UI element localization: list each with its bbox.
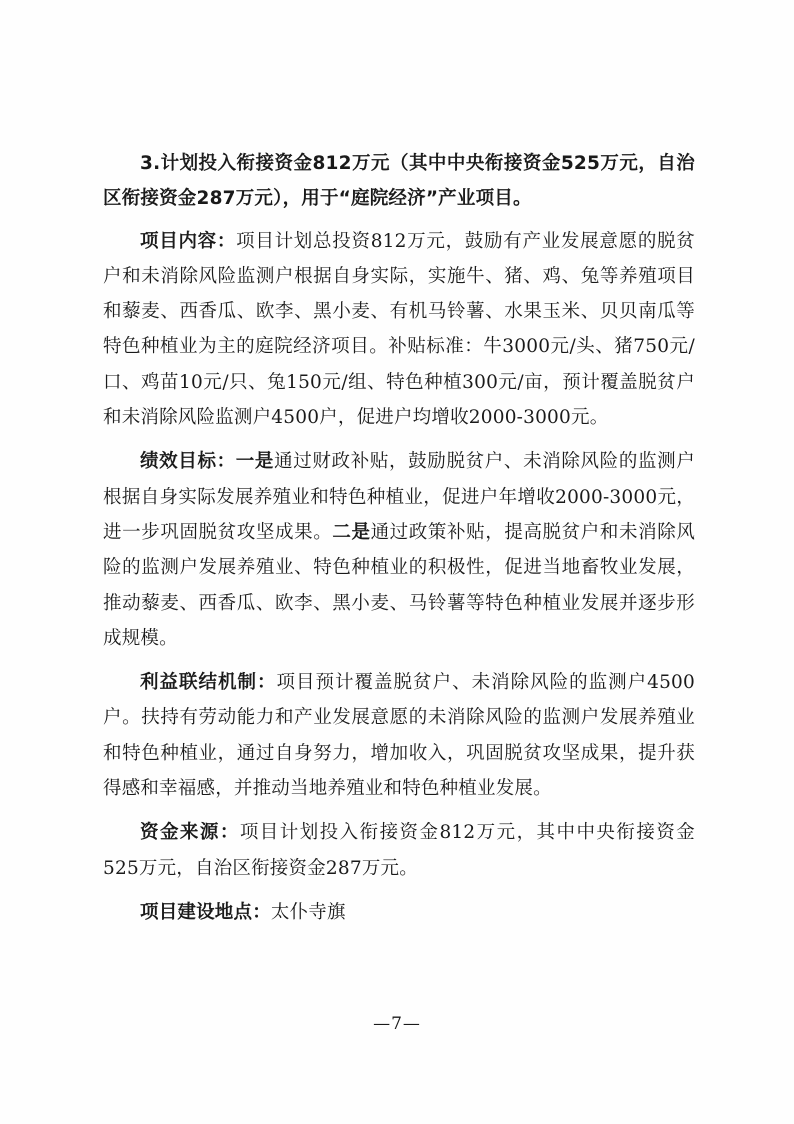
funding-source-text: 项目计划投入衔接资金812万元，其中中央衔接资金525万元，自治区衔接资金287万元。 [103, 822, 695, 879]
goal-two-lead: 二是 [332, 521, 371, 543]
project-content-text: 项目计划总投资812万元，鼓励有产业发展意愿的脱贫户和未消除风险监测户根据自身实际，实施牛、猪、鸡、兔等养殖项目和藜麦、西香瓜、欧李、黑小麦、有机马铃薯、水果玉米、贝贝南瓜等特色种植业为主的庭院经济项目。补贴标准：牛3000元/头、猪750元/口、鸡苗10元/只、兔150元/组、特色种植300元/亩，预计覆盖脱贫户和未消除风险监测户4500户，促进户均增收2000-3000元。 [103, 230, 695, 429]
project-heading: 3.计划投入衔接资金812万元（其中中央衔接资金525万元，自治区衔接资金287万元），用于“庭院经济”产业项目。 [103, 153, 695, 210]
project-location-paragraph [103, 895, 695, 930]
project-location-text: 太仆寺旗 [270, 901, 346, 923]
project-location-label: 项目建设地点： [140, 901, 271, 923]
funding-source-label: 资金来源： [140, 822, 240, 844]
document-body [103, 146, 695, 939]
performance-goals-paragraph [103, 444, 695, 656]
page-number: —7— [373, 1014, 421, 1034]
benefit-mechanism-label: 利益联结机制： [140, 672, 277, 694]
goal-two-text: 通过政策补贴，提高脱贫户和未消除风险的监测户发展养殖业、特色种植业的积极性，促进当地畜牧业发展，推动藜麦、西香瓜、欧李、黑小麦、马铃薯等特色种植业发展并逐步形成规模。 [103, 521, 696, 649]
performance-goals-label: 绩效目标： [140, 451, 236, 473]
benefit-mechanism-paragraph [103, 665, 695, 806]
goal-one-text: 通过财政补贴，鼓励脱贫户、未消除风险的监测户根据自身实际发展养殖业和特色种植业，促进户年增收2000-3000元，进一步巩固脱贫攻坚成果。 [103, 451, 695, 543]
benefit-mechanism-text: 项目预计覆盖脱贫户、未消除风险的监测户4500户。扶持有劳动能力和产业发展意愿的未消除风险的监测户发展养殖业和特色种植业，通过自身努力，增加收入，巩固脱贫攻坚成果，提升获得感和幸福感，并推动当地养殖业和特色种植业发展。 [103, 672, 695, 800]
project-content-label: 项目内容： [140, 230, 237, 252]
project-content-paragraph [103, 224, 695, 436]
goal-one-lead: 一是 [235, 451, 275, 473]
funding-source-paragraph [103, 815, 695, 886]
